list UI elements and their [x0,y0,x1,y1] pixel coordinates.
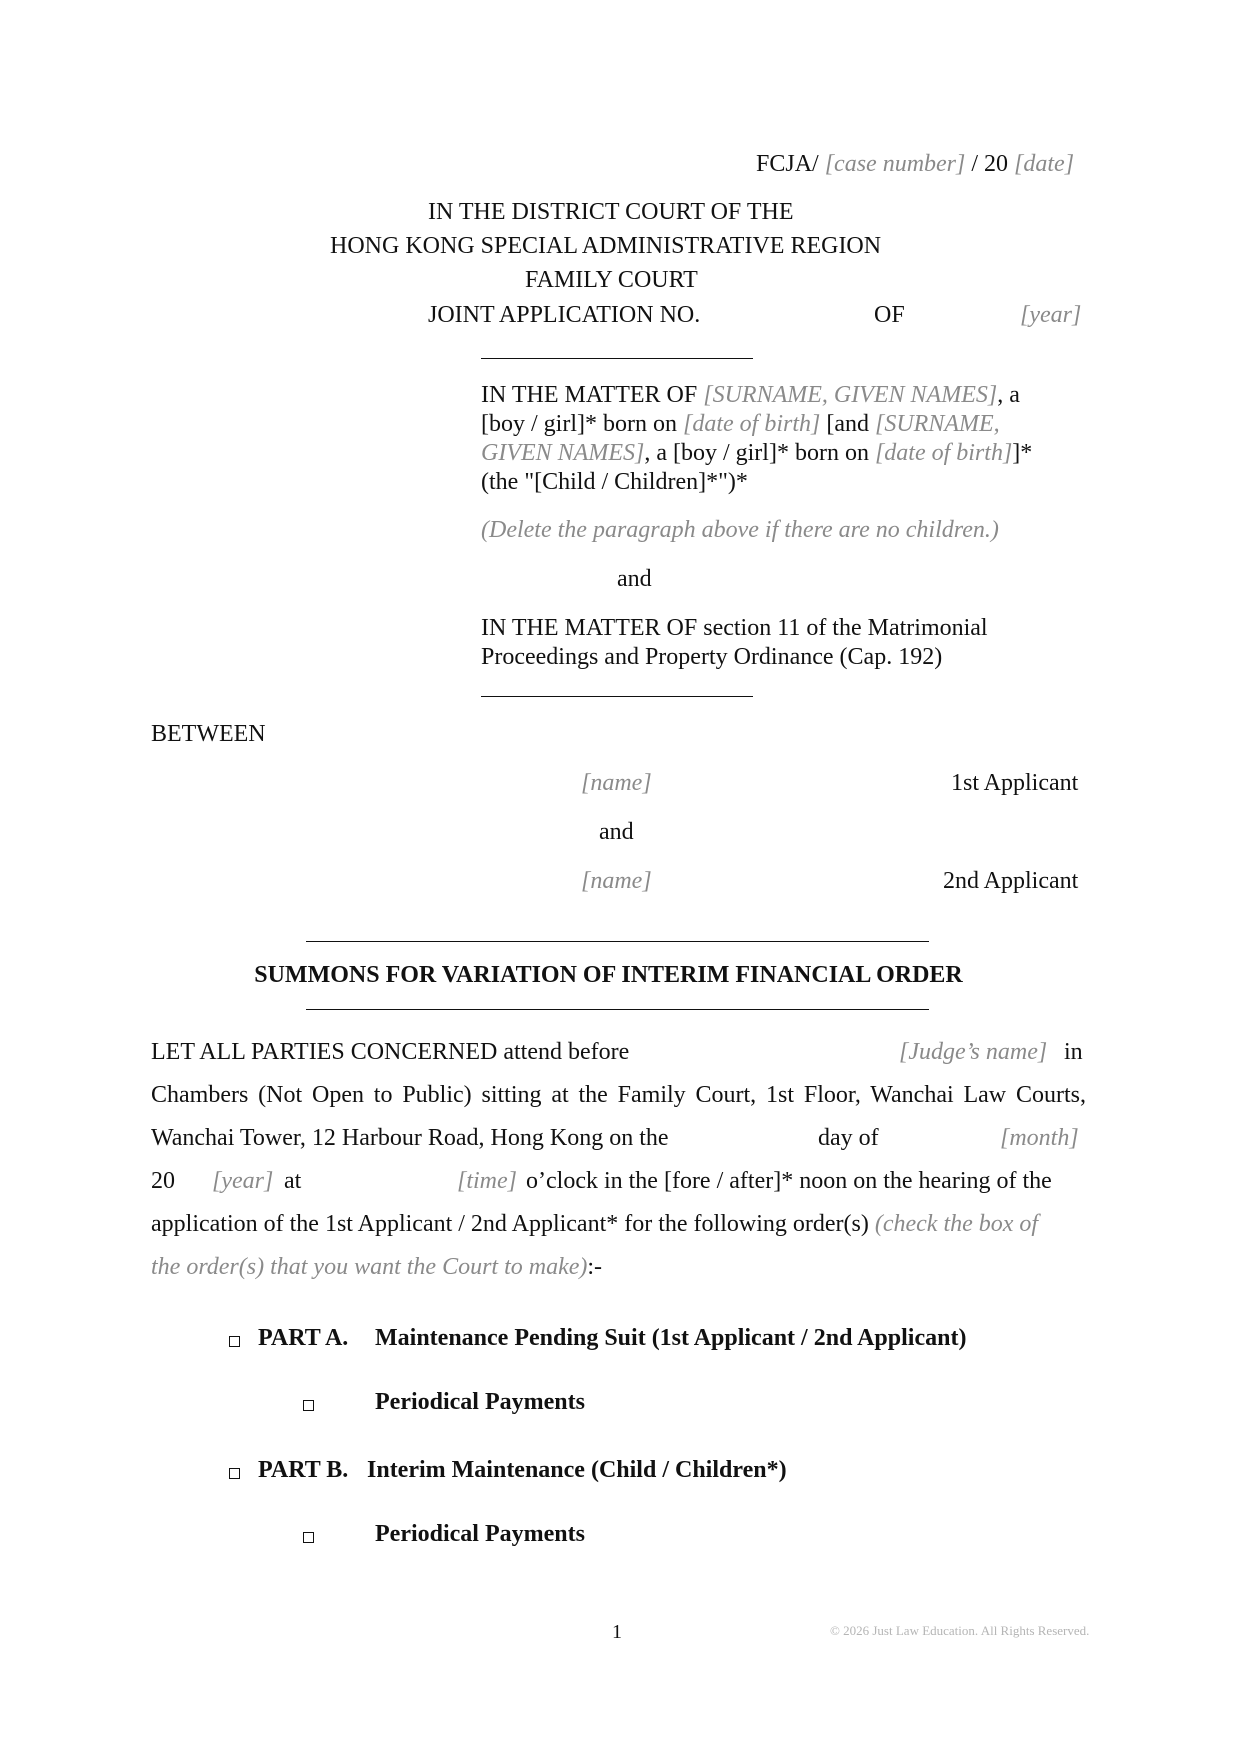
matter-children-line4: (the "[Child / Children]*")* [481,469,748,495]
dob-placeholder: [date of birth] [874,440,1013,466]
text: [and [820,411,875,437]
joint-application-label: JOINT APPLICATION NO. [428,302,701,328]
divider-rule [481,696,753,697]
part-b-periodical-checkbox[interactable] [303,1532,314,1543]
text: application of the 1st Applicant / 2nd Applicant* for the following order(s) [151,1211,869,1237]
text: , a [boy / girl]* born on [644,440,875,466]
parties-and: and [599,819,634,845]
part-a-title: Maintenance Pending Suit (1st Applicant / 2nd Applicant) [375,1325,967,1351]
case-prefix: FCJA/ [756,151,819,177]
time-placeholder: [time] [457,1168,517,1194]
part-b-label: PART B. [258,1457,349,1483]
matter-ordinance-line1: IN THE MATTER OF section 11 of the Matrimonial [481,615,988,641]
instruction-text: (check the box of [874,1211,1039,1237]
year-placeholder: [year] [1020,302,1082,328]
text: :- [587,1254,603,1280]
hearing-year-placeholder: [year] [212,1168,274,1194]
body-line1-start: LET ALL PARTIES CONCERNED attend before [151,1039,630,1065]
body-line5 [151,1210,1038,1239]
instruction-text: the order(s) that you want the Court to make) [151,1254,588,1280]
matter-children-line3 [481,439,1032,468]
document-title: SUMMONS FOR VARIATION OF INTERIM FINANCIAL ORDER [254,962,963,988]
part-a-label: PART A. [258,1325,349,1351]
court-heading-line1: IN THE DISTRICT COURT OF THE [428,199,794,225]
delete-note: (Delete the paragraph above if there are no children.) [481,517,999,543]
text: , a [997,382,1020,408]
dob-placeholder: [date of birth] [682,411,821,437]
text: ]* [1012,440,1033,466]
body-day-of: day of [818,1125,879,1151]
body-line6 [151,1253,602,1282]
matter-ordinance-line2: Proceedings and Property Ordinance (Cap. 192) [481,644,943,670]
text: IN THE MATTER OF [481,382,704,408]
court-heading-line2: HONG KONG SPECIAL ADMINISTRATIVE REGION [330,233,882,259]
part-b-periodical-label: Periodical Payments [375,1521,585,1547]
part-b-checkbox[interactable] [229,1468,240,1479]
applicant2-role: 2nd Applicant [943,868,1079,894]
title-top-rule [306,941,929,942]
copyright-notice: © 2026 Just Law Education. All Rights Reserved. [830,1623,1090,1638]
child2-name-placeholder: [SURNAME, [874,411,1000,437]
part-a-checkbox[interactable] [229,1336,240,1347]
part-a-periodical-label: Periodical Payments [375,1389,585,1415]
body-line2: Chambers (Not Open to Public) sitting at the Family Court, 1st Floor, Wanchai Law Courts, [151,1082,1086,1108]
page-number: 1 [612,1621,622,1643]
body-line1-end: in [1064,1039,1083,1065]
case-reference [756,150,1074,179]
body-line4-20: 20 [151,1168,175,1194]
text: [boy / girl]* born on [481,411,683,437]
body-line4-end: o’clock in the [fore / after]* noon on the hearing of the [526,1168,1052,1194]
case-number-placeholder: [case number] [824,151,966,177]
part-b-title: Interim Maintenance (Child / Children*) [367,1457,787,1483]
child2-name-placeholder: GIVEN NAMES] [481,440,645,466]
title-bottom-rule [306,1009,929,1010]
divider-rule [481,358,753,359]
body-line3-start: Wanchai Tower, 12 Harbour Road, Hong Kong on the [151,1125,669,1151]
case-date-placeholder: [date] [1014,151,1075,177]
part-a-periodical-checkbox[interactable] [303,1400,314,1411]
body-line4-at: at [284,1168,302,1194]
court-heading-line3: FAMILY COURT [525,267,698,293]
applicant2-name-placeholder: [name] [581,868,652,894]
child1-name-placeholder: [SURNAME, GIVEN NAMES] [703,382,998,408]
and-connector: and [617,566,652,592]
between-label: BETWEEN [151,721,266,747]
matter-children-line2 [481,410,1000,439]
matter-children-line1 [481,381,1020,410]
of-label: OF [874,302,905,328]
month-placeholder: [month] [1000,1125,1079,1151]
judge-name-placeholder: [Judge’s name] [899,1039,1048,1065]
applicant1-name-placeholder: [name] [581,770,652,796]
applicant1-role: 1st Applicant [951,770,1079,796]
case-year-prefix: / 20 [971,151,1009,177]
